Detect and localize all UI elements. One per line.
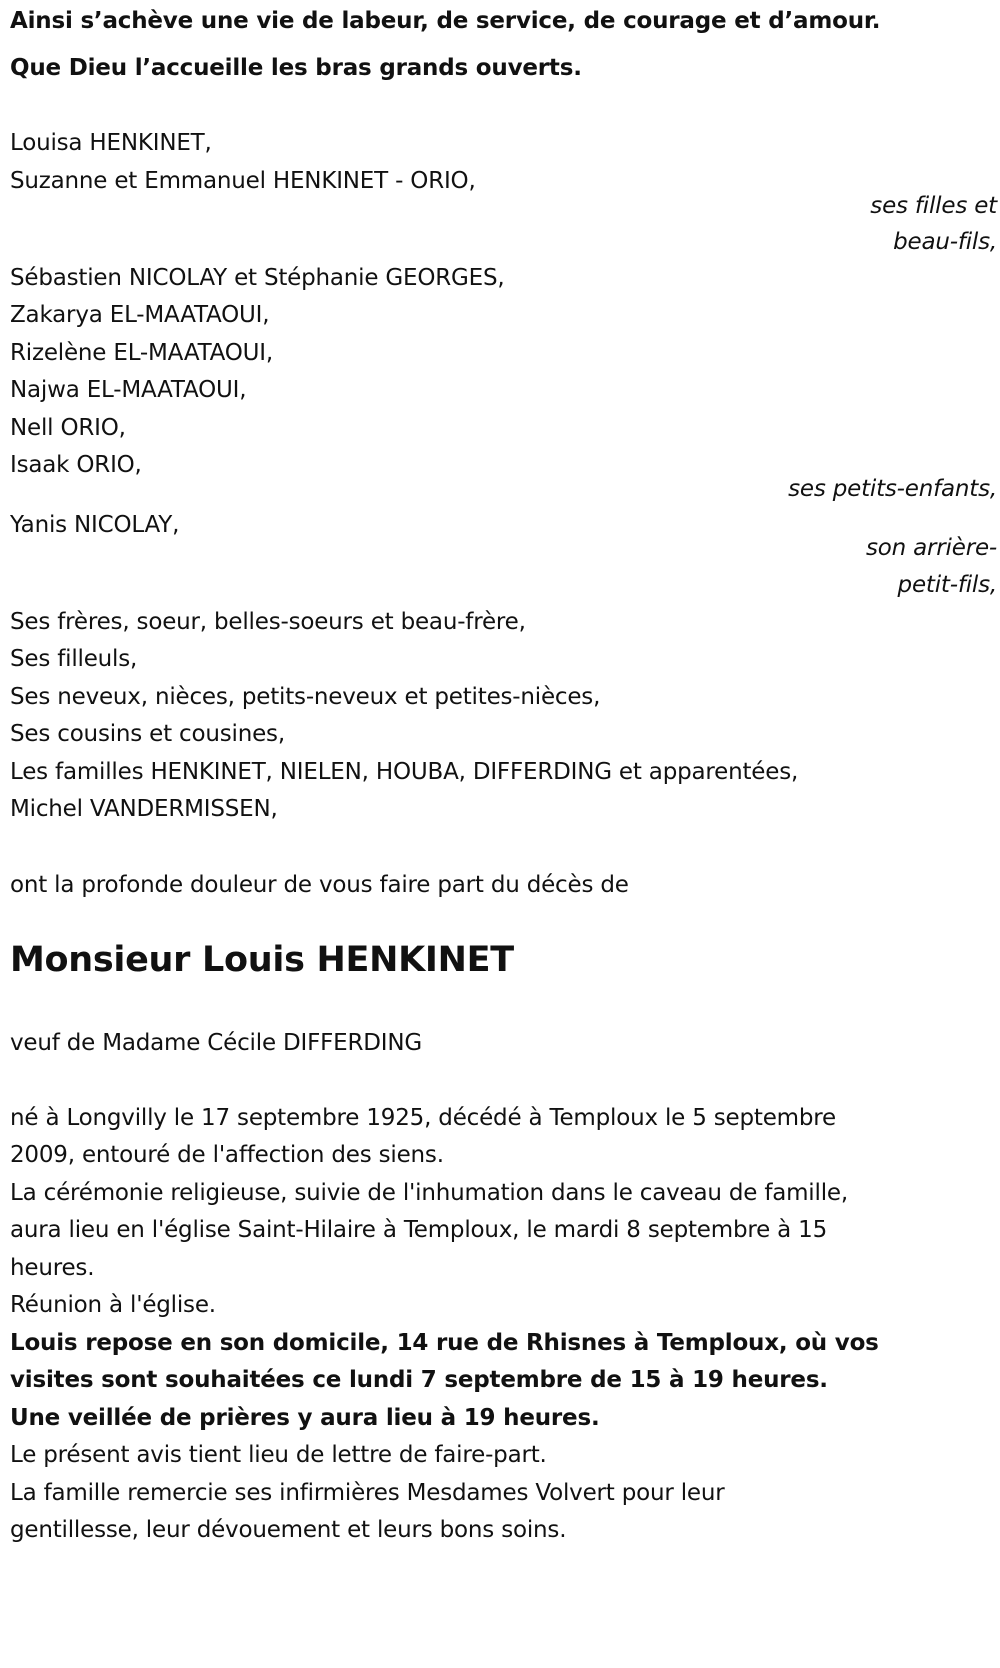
visitation-info: Louis repose en son domicile, 14 rue de Rhisnes à Temploux, où vos <box>10 1330 879 1356</box>
family-member: Yanis NICOLAY, <box>10 512 180 538</box>
family-member: Sébastien NICOLAY et Stéphanie GEORGES, <box>10 265 505 291</box>
family-member: Ses filleuls, <box>10 646 138 672</box>
closing-line: gentillesse, leur dévouement et leurs bons soins. <box>10 1517 567 1543</box>
details-line: né à Longvilly le 17 septembre 1925, décédé à Temploux le 5 septembre <box>10 1105 836 1131</box>
closing-line: La famille remercie ses infirmières Mesdames Volvert pour leur <box>10 1480 725 1506</box>
details-line: 2009, entouré de l'affection des siens. <box>10 1142 444 1168</box>
family-member: Rizelène EL-MAATAOUI, <box>10 340 274 366</box>
family-member: Ses neveux, nièces, petits-neveux et petites-nièces, <box>10 684 601 710</box>
family-member: Louisa HENKINET, <box>10 130 212 156</box>
relation-label: petit-fils, <box>897 572 997 598</box>
family-member: Isaak ORIO, <box>10 452 142 478</box>
family-member: Najwa EL-MAATAOUI, <box>10 377 247 403</box>
announcement-text: ont la profonde douleur de vous faire part du décès de <box>10 872 629 898</box>
family-member: Michel VANDERMISSEN, <box>10 796 278 822</box>
vigil-info: Une veillée de prières y aura lieu à 19 heures. <box>10 1405 600 1431</box>
details-line: aura lieu en l'église Saint-Hilaire à Temploux, le mardi 8 septembre à 15 <box>10 1217 828 1243</box>
spouse-text: veuf de Madame Cécile DIFFERDING <box>10 1030 422 1056</box>
opening-phrase: Ainsi s’achève une vie de labeur, de service, de courage et d’amour. <box>10 8 881 34</box>
family-member: Ses frères, soeur, belles-soeurs et beau-frère, <box>10 609 526 635</box>
relation-label: son arrière- <box>866 535 997 561</box>
relation-label: ses filles et <box>870 193 997 219</box>
family-member: Zakarya EL-MAATAOUI, <box>10 302 270 328</box>
family-member: Les familles HENKINET, NIELEN, HOUBA, DIFFERDING et apparentées, <box>10 759 799 785</box>
family-member: Ses cousins et cousines, <box>10 721 285 747</box>
blessing-phrase: Que Dieu l’accueille les bras grands ouverts. <box>10 55 582 81</box>
relation-label: beau-fils, <box>893 229 997 255</box>
family-member: Suzanne et Emmanuel HENKINET - ORIO, <box>10 168 476 194</box>
deceased-name: Monsieur Louis HENKINET <box>10 940 514 980</box>
details-line: Réunion à l'église. <box>10 1292 216 1318</box>
visitation-info: visites sont souhaitées ce lundi 7 septembre de 15 à 19 heures. <box>10 1367 828 1393</box>
closing-line: Le présent avis tient lieu de lettre de faire-part. <box>10 1442 547 1468</box>
details-line: heures. <box>10 1255 95 1281</box>
relation-label: ses petits-enfants, <box>788 476 997 502</box>
details-line: La cérémonie religieuse, suivie de l'inhumation dans le caveau de famille, <box>10 1180 848 1206</box>
family-member: Nell ORIO, <box>10 415 126 441</box>
